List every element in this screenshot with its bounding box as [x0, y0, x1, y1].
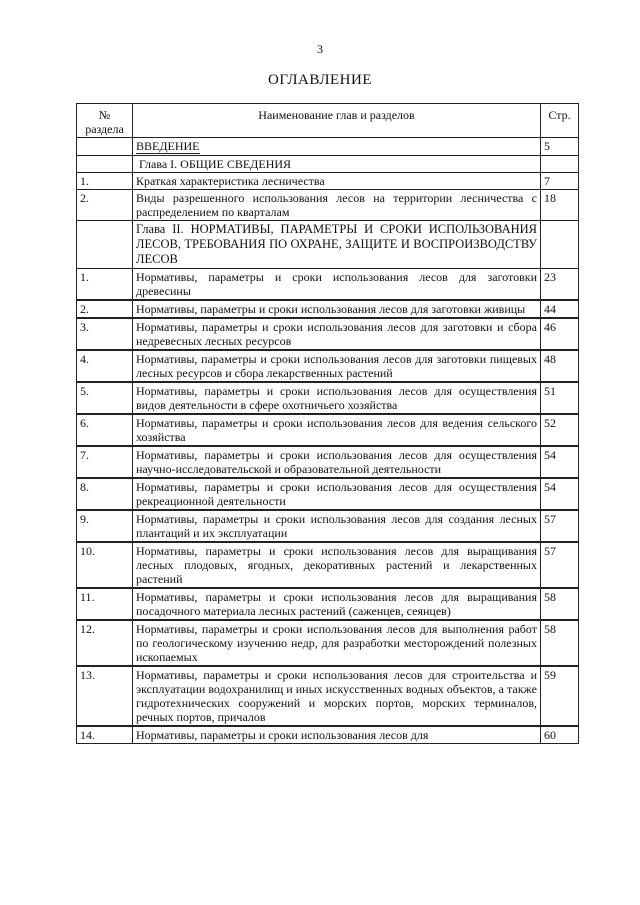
page-reference: 5 — [541, 138, 579, 156]
section-title[interactable]: Виды разрешенного использования лесов на территории лесничества с распределением по кварталам — [133, 190, 541, 221]
section-title[interactable]: Нормативы, параметры и сроки использования лесов для — [133, 726, 541, 744]
section-number: 9. — [77, 510, 133, 542]
table-row — [77, 666, 579, 726]
section-title[interactable]: Нормативы, параметры и сроки использования лесов для заготовки живицы — [133, 300, 541, 318]
section-title[interactable]: Нормативы, параметры и сроки использования лесов для ведения сельского хозяйства — [133, 414, 541, 446]
section-number: 4. — [77, 350, 133, 382]
section-number: 13. — [77, 666, 133, 726]
table-row — [77, 510, 579, 542]
table-row — [77, 190, 579, 221]
section-title[interactable]: Краткая характеристика лесничества — [133, 173, 541, 190]
section-number: 2. — [77, 300, 133, 318]
section-title[interactable] — [133, 138, 541, 156]
section-number: 1. — [77, 173, 133, 190]
document-title: ОГЛАВЛЕНИЕ — [268, 72, 372, 88]
section-title[interactable]: Нормативы, параметры и сроки использования лесов для создания лесных плантаций и их эксплуатации — [133, 510, 541, 542]
header-page: Стр. — [541, 104, 579, 138]
section-title[interactable]: Нормативы, параметры и сроки использования лесов для выращивания посадочного материала лесных растений (саженцев, сеянцев) — [133, 588, 541, 620]
section-number: 2. — [77, 190, 133, 221]
table-row-chapter — [77, 221, 579, 269]
table-row — [77, 542, 579, 588]
table-row — [77, 382, 579, 414]
section-number — [77, 221, 133, 269]
table-row — [77, 350, 579, 382]
section-number: 14. — [77, 726, 133, 744]
section-number: 1. — [77, 269, 133, 301]
page-reference: 59 — [541, 666, 579, 726]
page-reference: 46 — [541, 318, 579, 350]
page-reference: 54 — [541, 478, 579, 510]
section-number: 3. — [77, 318, 133, 350]
section-title[interactable]: Нормативы, параметры и сроки использования лесов для осуществления научно-исследовательской и образовательной деятельности — [133, 446, 541, 478]
page-reference: 52 — [541, 414, 579, 446]
page-reference: 48 — [541, 350, 579, 382]
table-row-introduction — [77, 138, 579, 156]
page-number: 3 — [317, 42, 323, 56]
page-reference: 57 — [541, 510, 579, 542]
page-reference: 58 — [541, 620, 579, 666]
section-number — [77, 156, 133, 173]
introduction-title[interactable]: ВВЕДЕНИЕ — [136, 139, 200, 153]
page-reference: 23 — [541, 269, 579, 301]
page-reference: 57 — [541, 542, 579, 588]
page-reference: 60 — [541, 726, 579, 744]
table-row — [77, 478, 579, 510]
section-number: 11. — [77, 588, 133, 620]
table-header-row — [77, 104, 579, 138]
table-row — [77, 588, 579, 620]
section-number: 12. — [77, 620, 133, 666]
page-reference: 54 — [541, 446, 579, 478]
section-title[interactable]: Нормативы, параметры и сроки использования лесов для выращивания лесных плодовых, ягодных, декоративных растений и лекарственных растений — [133, 542, 541, 588]
section-number — [77, 138, 133, 156]
section-title[interactable]: Нормативы, параметры и сроки использования лесов для осуществления рекреационной деятельности — [133, 478, 541, 510]
section-number: 8. — [77, 478, 133, 510]
section-title[interactable]: Нормативы, параметры и сроки использования лесов для заготовки пищевых лесных ресурсов и сбора лекарственных растений — [133, 350, 541, 382]
section-title[interactable]: Нормативы, параметры и сроки использования лесов для строительства и эксплуатации водохранилищ и иных искусственных водных объектов, а также гидротехнических сооружений и морских портов, морских терминалов, речных портов, причалов — [133, 666, 541, 726]
section-title[interactable]: Нормативы, параметры и сроки использования лесов для заготовки и сбора недревесных лесных ресурсов — [133, 318, 541, 350]
table-row — [77, 318, 579, 350]
header-section-name: Наименование глав и разделов — [133, 104, 541, 138]
table-row — [77, 726, 579, 744]
page-reference: 18 — [541, 190, 579, 221]
section-title[interactable]: Нормативы, параметры и сроки использования лесов для осуществления видов деятельности в сфере охотничьего хозяйства — [133, 382, 541, 414]
page-reference: 7 — [541, 173, 579, 190]
section-number: 10. — [77, 542, 133, 588]
page-reference: 51 — [541, 382, 579, 414]
table-row — [77, 620, 579, 666]
section-title[interactable]: Нормативы, параметры и сроки использования лесов для заготовки древесины — [133, 269, 541, 301]
table-row — [77, 269, 579, 301]
table-of-contents — [76, 103, 579, 744]
table-row — [77, 414, 579, 446]
section-number: 6. — [77, 414, 133, 446]
section-title[interactable]: Нормативы, параметры и сроки использования лесов для выполнения работ по геологическому изучению недр, для разработки месторождений полезных ископаемых — [133, 620, 541, 666]
page-reference: 58 — [541, 588, 579, 620]
table-row — [77, 300, 579, 318]
page-reference — [541, 156, 579, 173]
table-row-chapter — [77, 156, 579, 173]
section-number: 7. — [77, 446, 133, 478]
header-section-number: № раздела — [77, 104, 133, 138]
chapter-title[interactable]: Глава I. ОБЩИЕ СВЕДЕНИЯ — [133, 156, 541, 173]
page-reference: 44 — [541, 300, 579, 318]
table-row — [77, 173, 579, 190]
chapter-title[interactable]: Глава II. НОРМАТИВЫ, ПАРАМЕТРЫ И СРОКИ ИСПОЛЬЗОВАНИЯ ЛЕСОВ, ТРЕБОВАНИЯ ПО ОХРАНЕ, ЗАЩИТЕ И ВОСПРОИЗВОДСТВУ ЛЕСОВ — [133, 221, 541, 269]
section-number: 5. — [77, 382, 133, 414]
page-reference — [541, 221, 579, 269]
table-row — [77, 446, 579, 478]
